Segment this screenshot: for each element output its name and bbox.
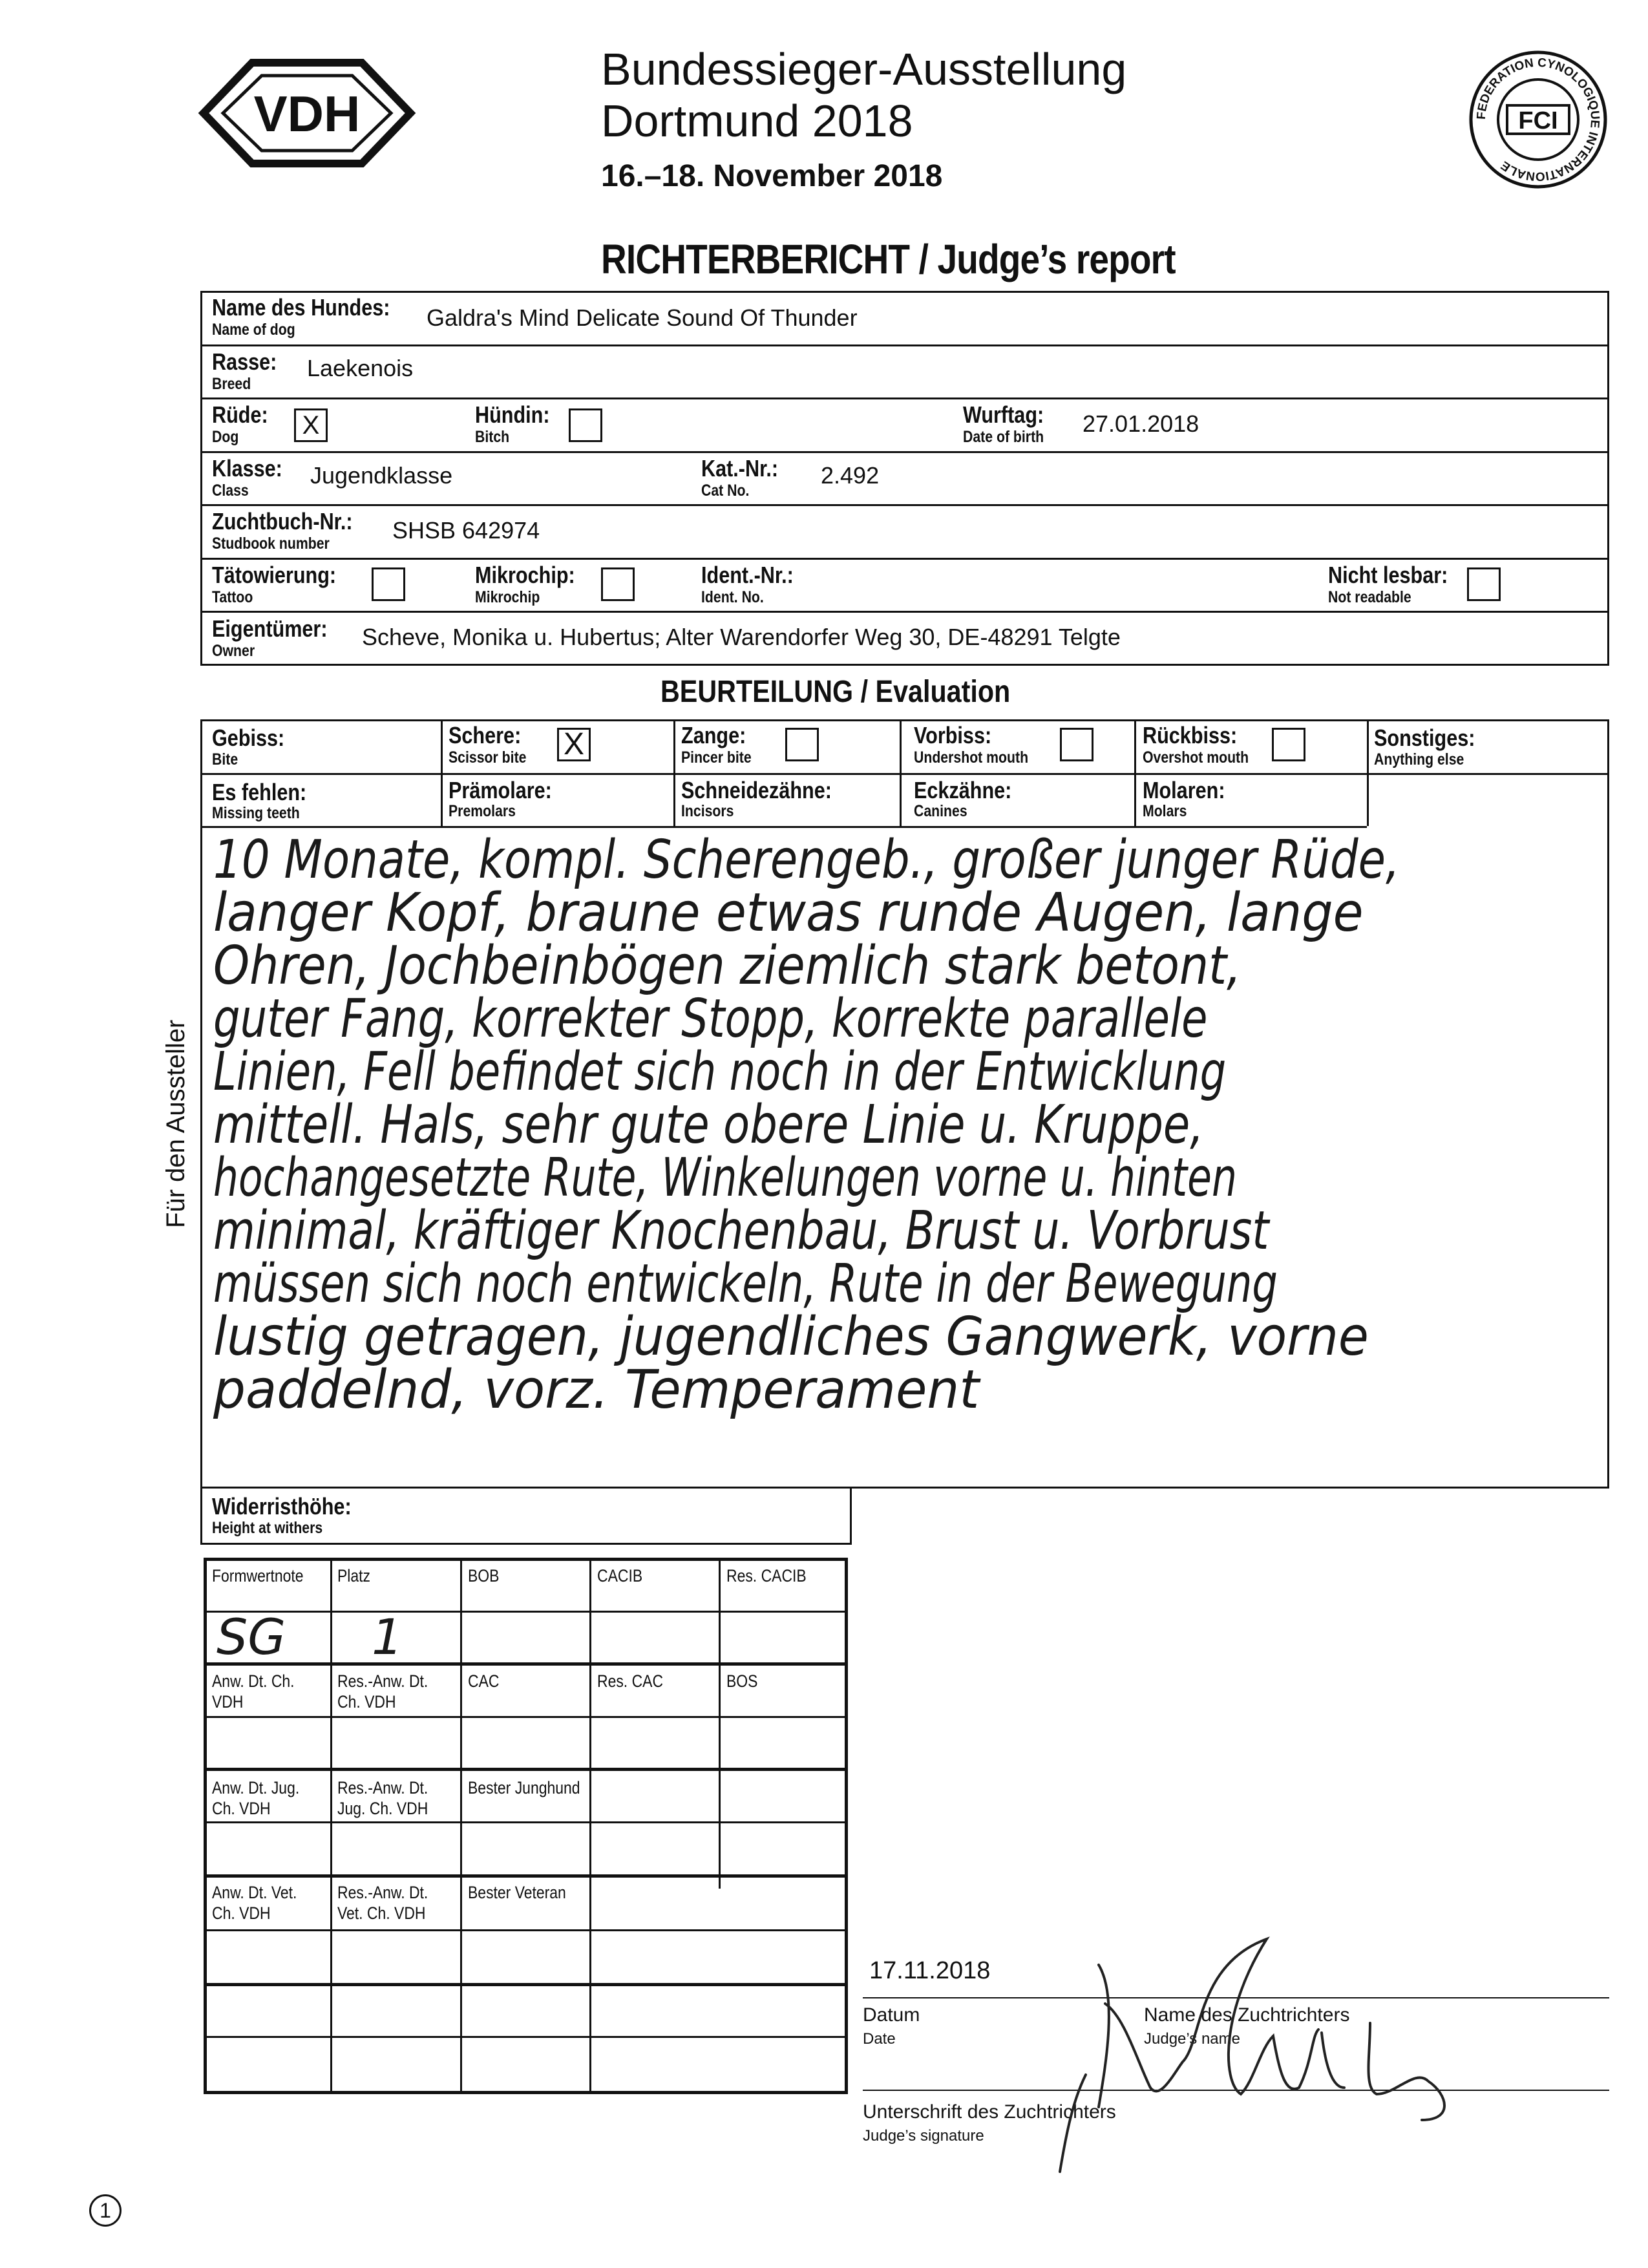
canines-label: Eckzähne: bbox=[914, 777, 1012, 803]
unreadable-label: Nicht lesbar: bbox=[1328, 562, 1448, 588]
male-sub: Dog bbox=[212, 428, 239, 446]
scissor-label: Schere: bbox=[449, 722, 522, 748]
chip-label: Mikrochip: bbox=[475, 562, 575, 588]
withers-label: Widerristhöhe: bbox=[212, 1493, 352, 1520]
vdh-logo bbox=[197, 55, 417, 171]
scissor-sub: Scissor bite bbox=[449, 748, 527, 767]
male-checkbox[interactable]: X bbox=[294, 408, 328, 442]
male-label: Rüde: bbox=[212, 401, 268, 428]
owner-value: Scheve, Monika u. Hubertus; Alter Warendorfer Weg 30, DE-48291 Telgte bbox=[362, 624, 1121, 650]
handwriting-line-3: Ohren, Jochbeinbögen ziemlich stark betont, bbox=[213, 935, 1241, 997]
molars-sub: Molars bbox=[1143, 802, 1187, 820]
handwriting-line-8: minimal, kräftiger Knochenbau, Brust u. Vorbrust bbox=[213, 1200, 1269, 1262]
class-value: Jugendklasse bbox=[310, 462, 453, 489]
incisors-sub: Incisors bbox=[681, 802, 734, 820]
cell-formwertnote: Formwertnote bbox=[212, 1566, 304, 1585]
date-value: 17.11.2018 bbox=[869, 1957, 991, 1984]
cell-anw-dt-vet-ch: Anw. Dt. Vet. Ch. VDH bbox=[212, 1883, 297, 1924]
placement-value: 1 bbox=[372, 1608, 403, 1666]
handwriting-line-6: mittell. Hals, sehr gute obere Linie u. Kruppe, bbox=[213, 1094, 1204, 1156]
judge-signature bbox=[1008, 1926, 1493, 2185]
event-title-line1: Bundessieger-Ausstellung bbox=[601, 44, 1127, 94]
handwriting-line-4: guter Fang, korrekter Stopp, korrekte parallele bbox=[213, 988, 1208, 1050]
class-label: Klasse: bbox=[212, 455, 282, 482]
cell-res-anw-dt-vet-ch: Res.-Anw. Dt. Vet. Ch. VDH bbox=[337, 1883, 428, 1924]
cell-bob: BOB bbox=[468, 1566, 500, 1585]
female-label: Hündin: bbox=[475, 401, 550, 428]
cell-anw-dt-jug-ch: Anw. Dt. Jug. Ch. VDH bbox=[212, 1778, 300, 1819]
overshot-label: Rückbiss: bbox=[1143, 722, 1238, 748]
owner-label: Eigentümer: bbox=[212, 615, 328, 642]
scissor-checkbox[interactable]: X bbox=[557, 728, 591, 761]
female-sub: Bitch bbox=[475, 428, 510, 446]
handwriting-line-5: Linien, Fell befindet sich noch in der Entwicklung bbox=[213, 1041, 1227, 1103]
studbook-sub: Studbook number bbox=[212, 535, 330, 553]
grade-value: SG bbox=[217, 1608, 286, 1666]
cell-bos: BOS bbox=[726, 1671, 758, 1691]
signature-label: Unterschrift des Zuchtrichters bbox=[863, 2101, 1116, 2123]
undershot-sub: Undershot mouth bbox=[914, 748, 1029, 767]
breed-value: Laekenois bbox=[307, 355, 414, 381]
studbook-value: SHSB 642974 bbox=[392, 517, 540, 544]
undershot-label: Vorbiss: bbox=[914, 722, 992, 748]
side-text: Für den Aussteller bbox=[162, 1019, 190, 1228]
event-dates: 16.–18. November 2018 bbox=[601, 159, 943, 193]
overshot-checkbox[interactable] bbox=[1272, 728, 1305, 761]
incisors-label: Schneidezähne: bbox=[681, 777, 832, 803]
cell-cacib: CACIB bbox=[597, 1566, 643, 1585]
judge-name-sub: Judge’s name bbox=[1144, 2030, 1240, 2048]
handwriting-line-11: paddelnd, vorz. Temperament bbox=[213, 1359, 980, 1421]
canines-sub: Canines bbox=[914, 802, 967, 820]
evaluation-title: BEURTEILUNG / Evaluation bbox=[660, 675, 1011, 709]
fci-logo bbox=[1467, 48, 1609, 191]
unreadable-sub: Not readable bbox=[1328, 588, 1411, 606]
tattoo-checkbox[interactable] bbox=[372, 567, 405, 601]
result-table bbox=[204, 1558, 848, 2094]
ident-label: Ident.-Nr.: bbox=[701, 562, 794, 588]
report-title: RICHTERBERICHT / Judge’s report bbox=[601, 236, 1176, 282]
cat-sub: Cat No. bbox=[701, 482, 750, 500]
cell-bester-junghund: Bester Junghund bbox=[468, 1778, 580, 1797]
cell-cac: CAC bbox=[468, 1671, 500, 1691]
molars-label: Molaren: bbox=[1143, 777, 1225, 803]
chip-checkbox[interactable] bbox=[601, 567, 635, 601]
date-sub: Date bbox=[863, 2030, 896, 2048]
dob-sub: Date of birth bbox=[963, 428, 1044, 446]
handwriting-line-1: 10 Monate, kompl. Scherengeb., großer junger Rüde, bbox=[213, 829, 1400, 891]
studbook-label: Zuchtbuch-Nr.: bbox=[212, 508, 353, 535]
cell-bester-veteran: Bester Veteran bbox=[468, 1883, 566, 1902]
anything-else-sub: Anything else bbox=[1374, 750, 1464, 768]
cell-res-cac: Res. CAC bbox=[597, 1671, 664, 1691]
tattoo-label: Tätowierung: bbox=[212, 562, 337, 588]
judge-name-label: Name des Zuchtrichters bbox=[1144, 2004, 1350, 2026]
breed-sub: Breed bbox=[212, 375, 251, 393]
handwriting-line-7: hochangesetzte Rute, Winkelungen vorne u. hinten bbox=[213, 1147, 1237, 1209]
bite-sub: Bite bbox=[212, 750, 238, 768]
cell-res-anw-dt-ch: Res.-Anw. Dt. Ch. VDH bbox=[337, 1671, 428, 1712]
undershot-checkbox[interactable] bbox=[1060, 728, 1093, 761]
date-label: Datum bbox=[863, 2004, 920, 2026]
chip-sub: Mikrochip bbox=[475, 588, 540, 606]
signature-sub: Judge’s signature bbox=[863, 2127, 984, 2145]
handwriting-line-2: langer Kopf, braune etwas runde Augen, lange bbox=[213, 882, 1364, 944]
female-checkbox[interactable] bbox=[569, 408, 602, 442]
pincer-label: Zange: bbox=[681, 722, 746, 748]
owner-sub: Owner bbox=[212, 642, 255, 660]
dog-name-sub: Name of dog bbox=[212, 321, 295, 339]
breed-label: Rasse: bbox=[212, 348, 277, 375]
cell-platz: Platz bbox=[337, 1566, 371, 1585]
overshot-sub: Overshot mouth bbox=[1143, 748, 1249, 767]
anything-else-label: Sonstiges: bbox=[1374, 725, 1475, 751]
unreadable-checkbox[interactable] bbox=[1467, 567, 1501, 601]
pincer-checkbox[interactable] bbox=[785, 728, 819, 761]
dob-value: 27.01.2018 bbox=[1083, 410, 1199, 437]
class-sub: Class bbox=[212, 482, 249, 500]
premolars-label: Prämolare: bbox=[449, 777, 552, 803]
withers-sub: Height at withers bbox=[212, 1519, 323, 1537]
ident-sub: Ident. No. bbox=[701, 588, 764, 606]
fci-ring-text: FEDERATION CYNOLOGIQUE INTERNATIONALE bbox=[1474, 56, 1602, 184]
dog-name-label: Name des Hundes: bbox=[212, 294, 390, 321]
missing-teeth-sub: Missing teeth bbox=[212, 804, 300, 822]
cell-res-cacib: Res. CACIB bbox=[726, 1566, 807, 1585]
cell-anw-dt-ch: Anw. Dt. Ch. VDH bbox=[212, 1671, 295, 1712]
cat-value: 2.492 bbox=[821, 462, 880, 489]
handwriting-line-9: müssen sich noch entwickeln, Rute in der Bewegung bbox=[213, 1253, 1278, 1315]
dog-name-value: Galdra's Mind Delicate Sound Of Thunder bbox=[427, 304, 858, 331]
pincer-sub: Pincer bite bbox=[681, 748, 752, 767]
tattoo-sub: Tattoo bbox=[212, 588, 253, 606]
vdh-logo-text: VDH bbox=[253, 85, 361, 142]
missing-teeth-label: Es fehlen: bbox=[212, 779, 307, 805]
handwriting-line-10: lustig getragen, jugendliches Gangwerk, vorne bbox=[213, 1306, 1369, 1368]
fci-logo-text: FCI bbox=[1518, 107, 1558, 134]
event-title-line2: Dortmund 2018 bbox=[601, 96, 913, 146]
cat-label: Kat.-Nr.: bbox=[701, 455, 779, 482]
page-number: 1 bbox=[89, 2194, 121, 2227]
premolars-sub: Premolars bbox=[449, 802, 516, 820]
cell-res-anw-dt-jug-ch: Res.-Anw. Dt. Jug. Ch. VDH bbox=[337, 1778, 428, 1819]
bite-label: Gebiss: bbox=[212, 725, 285, 751]
dob-label: Wurftag: bbox=[963, 401, 1044, 428]
